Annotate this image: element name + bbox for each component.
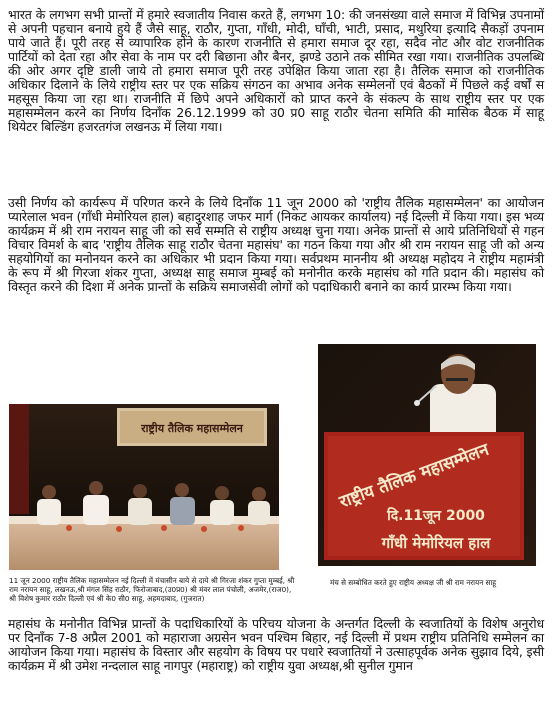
- article-paragraph-1: भारत के लगभग सभी प्रान्तों में हमारे स्वजातीय निवास करते हैं, लगभग 10: की जनसंख्या वाले समाज में विभिन्न उपनामों से अपनी पहचान बनाये हुये हैं जैसे साहू, राठौर, गुप्ता, गाँधी, मोदी, घाँची, भाटी, प्रसाद, मथुरिया इत्यादि सैकड़ों उपनाम पाये जाते हैं। पूरी तरह से व्यापारिक होने के कारण राजनीति से हमारा समाज दूर रहा, सदैव नोट और वोट राजनीतिक पार्टियों को देता रहा और सेवा के नाम पर दरी बिछाना और बैनर, झण्डे उठाने तक सीमित रखा गया। राजनीतिक उपलब्धि की ओर अगर दृष्टि डाली जाये तो हमारा समाज पूरी तरह उपेक्षित किया जाता रहा है। तैलिक समाज को राजनीतिक अधिकार दिलाने के लिये राष्ट्रीय स्तर पर एक सक्रिय संगठन का अभाव अनेक सम्मेलनों एवं बैठकों में पिछले कई वर्षों स महसूस किया जा रहा था। राजनीति में छिपे अपने अधिकारों को प्राप्त करने के संकल्प के साथ राष्ट्रीय स्तर पर एक महासम्मेलन करने का निर्णय दिनाँक 26.12.1999 को उ0 प्र0 साहू राठौर चेतना समिति की मासिक बैठक में साहू थियेटर बिल्डिंग हजरतगंज लखनऊ में लिया गया।: [8, 7, 544, 134]
- speaker-photo-illustration: [318, 344, 536, 566]
- stage-group-photo: [9, 404, 279, 570]
- stage-group-photo-caption: 11 जून 2000 राष्ट्रीय तैलिक महासम्मेलन नई दिल्ली में मंचासीन बाये से दाये श्री गिरजा शंकर गुप्ता मुम्बई, श्री राम नरायन साहू, लखनऊ,श्री मंगल सिंह राठौर, फिरोजाबाद,(उ0प्र0) श्री मंवर लाल पंचोली, अजमेर,(राज0), श्री विशेष कुमार राठौर दिल्ली एवं श्री के0 सी0 साहू, अहमदाबाद, (गुजरात): [9, 576, 295, 603]
- podium-banner-title: राष्ट्रीय तैलिक महासम्मेलन: [336, 439, 492, 513]
- podium-banner: [324, 432, 524, 560]
- speaker-photo-caption: मंच से सम्बोधित करते हुए राष्ट्रीय अध्यक्ष जी श्री राम नरायन साहू: [330, 578, 497, 587]
- article-paragraph-3: महासंघ के मनोनीत विभिन्न प्रान्तों के पदाधिकारियों के परिचय योजना के अन्तर्गत दिल्ली के स्वजातियों के विशेष अनुरोध पर दिनाँक 7-8 अप्रैल 2001 को महाराजा अग्रसेन भवन पश्चिम बिहार, नई दिल्ली में प्रथम राष्ट्रीय प्रतिनिधि सम्मेलन का आयोजन किया गया। महासंघ के विस्तार और सहयोग के विषय पर पधारे स्वजातियों ने उत्साहपूर्वक अनेक सुझाव दिये, इसी कार्यक्रम में श्री उमेश नन्दलाल साहू नागपुर (महाराष्ट्र) को राष्ट्रीय युवा अध्यक्ष,श्री सुनील गुमान: [8, 616, 544, 673]
- podium-banner-date: दि.11जून 2000: [387, 508, 485, 524]
- speaker-photo: [318, 344, 536, 566]
- article-paragraph-2: उसी निर्णय को कार्यरूप में परिणत करने के लिये दिनाँक 11 जून 2000 को 'राष्ट्रीय तैलिक महासम्मेलन' का आयोजन प्यारेलाल भवन (गाँधी मेमोरियल हाल) बहादुरशाह जफर मार्ग (निकट आयकर कार्यालय) नई दिल्ली में किया गया। इस भव्य कार्यक्रम में श्री राम नरायन साहू जी को सर्व सम्मति से राष्ट्रीय अध्यक्ष चुना गया। अनेक प्रान्तों से आये प्रतिनिधियों से गहन विचार विमर्श के बाद 'राष्ट्रीय तैलिक साहू राठौर चेतना महासंघ' का गठन किया गया और श्री राम नरायन साहू जी को अन्य सहयोगियों का मनोनयन करने का अधिकार भी प्रदान किया गया। सर्वप्रथम माननीय श्री अध्यक्ष महोदय ने राष्ट्रीय महामंत्री के रूप में श्री गिरजा शंकर गुप्ता, अध्यक्ष साहू समाज मुम्बई को मनोनीत करके महासंघ को गति प्रदान की। महासंघ को विस्तृत करने की दिशा में अनेक प्रान्तों के सक्रिय समाजसेवी लोगों को पदाधिकारी बनाने का कार्य प्रारम्भ किया गया।: [8, 195, 544, 294]
- podium-banner-venue: गाँधी मेमोरियल हाल: [381, 534, 491, 552]
- stage-group-photo-illustration: [9, 404, 279, 570]
- stage-banner-text: राष्ट्रीय तैलिक महासम्मेलन: [141, 422, 243, 435]
